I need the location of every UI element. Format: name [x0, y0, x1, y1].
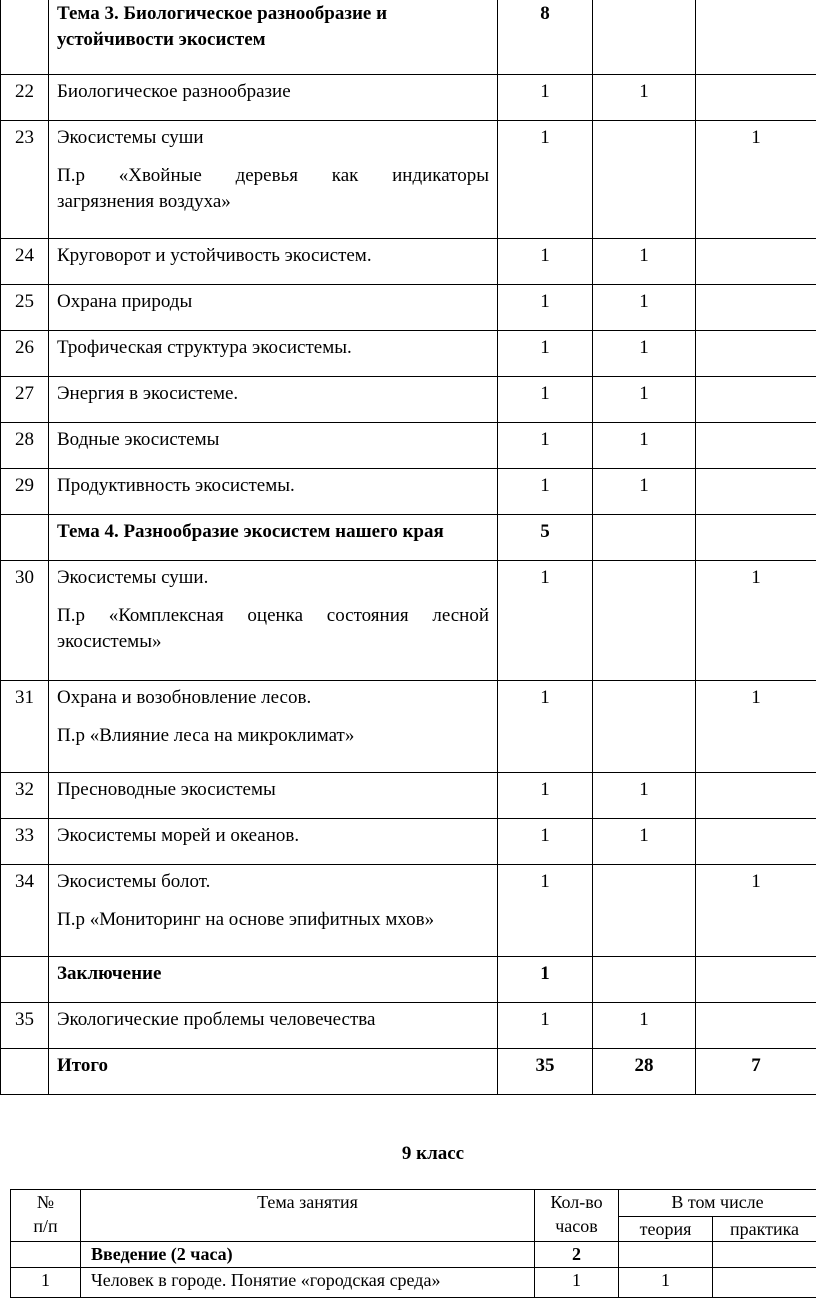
header-num: № п/п: [11, 1190, 81, 1242]
row-theory: 1: [593, 773, 696, 819]
row-hours: 1: [498, 681, 593, 773]
row-topic: [49, 469, 498, 515]
row-practice: [696, 377, 816, 423]
row-num: 24: [1, 239, 49, 285]
row-theory: 1: [593, 469, 696, 515]
row-practice: 1: [696, 561, 816, 681]
intro-topic: Введение (2 часа): [81, 1242, 535, 1268]
row-theory: 1: [593, 423, 696, 469]
topic-line: Пресноводные экосистемы: [57, 777, 489, 803]
row-num: [1, 0, 49, 75]
row-topic: [49, 773, 498, 819]
table-row: [1, 681, 816, 773]
practical-work-line: П.р «Хвойные деревья как индикаторы: [57, 163, 489, 189]
total-row: [1, 1049, 816, 1095]
table-row: [1, 819, 816, 865]
row-practice: [696, 285, 816, 331]
topic-line: Охрана и возобновление лесов.: [57, 685, 489, 711]
row-hours: 1: [498, 1003, 593, 1049]
topic-line: Продуктивность экосистемы.: [57, 473, 489, 499]
row-practice: [696, 239, 816, 285]
table-row: [1, 773, 816, 819]
table-row: [1, 469, 816, 515]
header-theory: теория: [619, 1217, 713, 1242]
row-num: 30: [1, 561, 49, 681]
table-row: [1, 239, 816, 285]
row-num: 28: [1, 423, 49, 469]
row-hours: 1: [498, 331, 593, 377]
row-hours: 1: [498, 239, 593, 285]
header-hours: Кол-во часов: [535, 1190, 619, 1242]
row-practice: 1: [696, 121, 816, 239]
topic-row: [1, 0, 816, 75]
topic-line: Экосистемы морей и океанов.: [57, 823, 489, 849]
row-practice: [696, 75, 816, 121]
row-hours: 1: [498, 75, 593, 121]
row-topic: [49, 1003, 498, 1049]
row-practice: [696, 773, 816, 819]
row-practice: [696, 819, 816, 865]
topic-line: Тема 3. Биологическое разнообразие и: [57, 1, 489, 27]
table-row: [1, 865, 816, 957]
table-row: [1, 75, 816, 121]
row-theory: [593, 561, 696, 681]
practical-work-line: П.р «Комплексная оценка состояния лесной: [57, 603, 489, 629]
row-topic: [49, 1049, 498, 1095]
row-topic: [49, 75, 498, 121]
intro-hours: 2: [535, 1242, 619, 1268]
row-hours: 1: [498, 561, 593, 681]
row-practice: 7: [696, 1049, 816, 1095]
practical-work-line: П.р «Влияние леса на микроклимат»: [57, 723, 489, 749]
row-theory: 1: [593, 75, 696, 121]
row-topic: [49, 515, 498, 561]
row-topic: [49, 239, 498, 285]
topic-line: Трофическая структура экосистемы.: [57, 335, 489, 361]
row-topic: [49, 865, 498, 957]
row-theory: [593, 515, 696, 561]
row-topic: [49, 819, 498, 865]
practical-work-line: загрязнения воздуха»: [57, 189, 489, 215]
row-hours: 1: [498, 865, 593, 957]
table-row: [1, 285, 816, 331]
row-practice: [696, 331, 816, 377]
row-num: 23: [1, 121, 49, 239]
row1-num: 1: [11, 1268, 81, 1298]
row-practice: [696, 1003, 816, 1049]
topic-line: Заключение: [57, 961, 489, 987]
row-num: 31: [1, 681, 49, 773]
table-row: [1, 1003, 816, 1049]
practical-work-line: экосистемы»: [57, 629, 489, 655]
row-practice: [696, 957, 816, 1003]
row-theory: 1: [593, 239, 696, 285]
topic-row: [1, 515, 816, 561]
row-practice: [696, 423, 816, 469]
row-theory: 1: [593, 331, 696, 377]
row-practice: 1: [696, 681, 816, 773]
intro-theory: [619, 1242, 713, 1268]
row-hours: 1: [498, 377, 593, 423]
intro-practice: [713, 1242, 816, 1268]
table-row: [1, 121, 816, 239]
row-theory: 1: [593, 1003, 696, 1049]
row-hours: 1: [498, 469, 593, 515]
row-topic: [49, 285, 498, 331]
row-num: 26: [1, 331, 49, 377]
row-theory: 1: [593, 377, 696, 423]
row-hours: 5: [498, 515, 593, 561]
row-hours: 1: [498, 819, 593, 865]
row1-topic: Человек в городе. Понятие «городская среда»: [81, 1268, 535, 1298]
row-num: 22: [1, 75, 49, 121]
row-theory: [593, 121, 696, 239]
topic-line: Водные экосистемы: [57, 427, 489, 453]
row-topic: [49, 957, 498, 1003]
topic-line: Биологическое разнообразие: [57, 79, 489, 105]
intro-num: [11, 1242, 81, 1268]
row-practice: [696, 469, 816, 515]
row-theory: 28: [593, 1049, 696, 1095]
row-practice: [696, 515, 816, 561]
row-num: 33: [1, 819, 49, 865]
table-row: [1, 377, 816, 423]
row-hours: 1: [498, 121, 593, 239]
topic-line: Экосистемы суши: [57, 125, 489, 151]
row-topic: [49, 121, 498, 239]
row-num: 25: [1, 285, 49, 331]
row-hours: 8: [498, 0, 593, 75]
section-title: 9 класс: [0, 1143, 816, 1165]
row1-hours: 1: [535, 1268, 619, 1298]
row-num: 27: [1, 377, 49, 423]
row-num: 29: [1, 469, 49, 515]
row-hours: 1: [498, 957, 593, 1003]
row-practice: [696, 0, 816, 75]
row-theory: [593, 957, 696, 1003]
row-hours: 1: [498, 285, 593, 331]
row-num: 35: [1, 1003, 49, 1049]
row-num: [1, 1049, 49, 1095]
row-num: [1, 515, 49, 561]
topic-line: Экосистемы суши.: [57, 565, 489, 591]
row-theory: 1: [593, 285, 696, 331]
row-topic: [49, 561, 498, 681]
row1-practice: [713, 1268, 816, 1298]
header-topic: Тема занятия: [81, 1190, 535, 1242]
header-practice: практика: [713, 1217, 816, 1242]
row-hours: 1: [498, 773, 593, 819]
topic-line: Тема 4. Разнообразие экосистем нашего края: [57, 519, 489, 545]
row-hours: 35: [498, 1049, 593, 1095]
row-num: 34: [1, 865, 49, 957]
header-including: В том числе: [619, 1190, 816, 1217]
topic-line: Охрана природы: [57, 289, 489, 315]
row1-theory: 1: [619, 1268, 713, 1298]
topic-line: Энергия в экосистеме.: [57, 381, 489, 407]
curriculum-table-9-class: [10, 1189, 816, 1298]
row-theory: [593, 681, 696, 773]
row-num: 32: [1, 773, 49, 819]
table-row: [1, 561, 816, 681]
row-hours: 1: [498, 423, 593, 469]
row-theory: [593, 0, 696, 75]
table-row: [1, 331, 816, 377]
topic-line: Итого: [57, 1053, 489, 1079]
topic-line: Экосистемы болот.: [57, 869, 489, 895]
topic-line: Экологические проблемы человечества: [57, 1007, 489, 1033]
row-practice: 1: [696, 865, 816, 957]
row-topic: [49, 331, 498, 377]
row-topic: [49, 377, 498, 423]
practical-work-line: П.р «Мониторинг на основе эпифитных мхов»: [57, 907, 489, 933]
topic-line: устойчивости экосистем: [57, 27, 489, 53]
row-topic: [49, 681, 498, 773]
topic-row: [1, 957, 816, 1003]
row-topic: [49, 423, 498, 469]
row-theory: 1: [593, 819, 696, 865]
row-topic: [49, 0, 498, 75]
row-num: [1, 957, 49, 1003]
table-row: [1, 423, 816, 469]
row-theory: [593, 865, 696, 957]
topic-line: Круговорот и устойчивость экосистем.: [57, 243, 489, 269]
